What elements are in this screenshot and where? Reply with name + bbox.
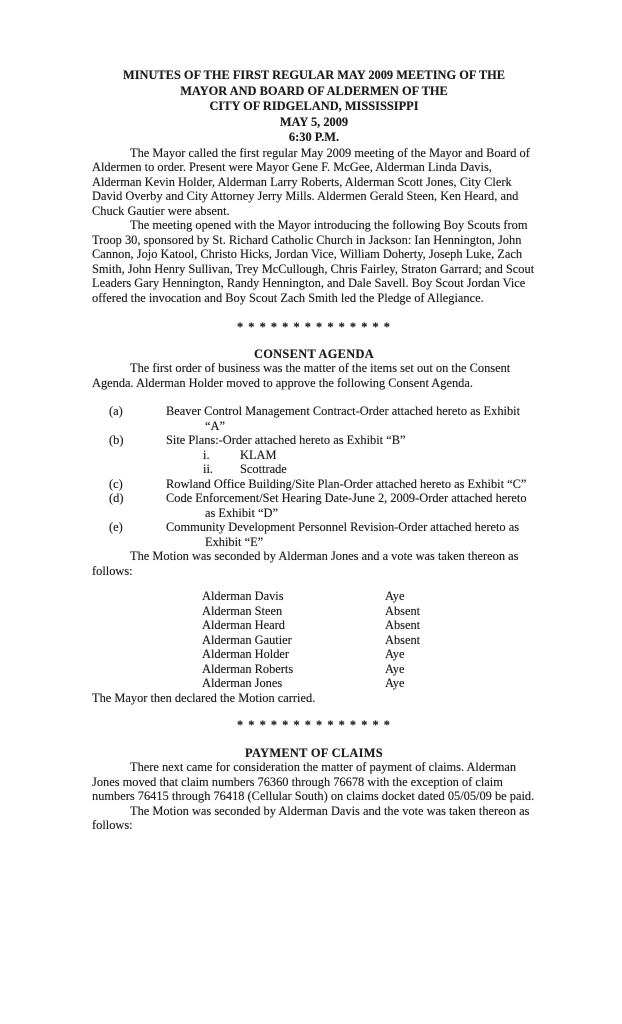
vote-row (202, 676, 536, 691)
asterisk-separator: * * * * * * * * * * * * * * (236, 320, 391, 334)
vote-row (202, 633, 536, 648)
vote-row (202, 589, 536, 604)
consent-item-label: (a) (109, 404, 123, 418)
title-line: CITY OF RIDGELAND, MISSISSIPPI (209, 99, 419, 113)
vote-value: Aye (385, 647, 405, 661)
consent-item-d (109, 491, 536, 520)
consent-item-b (109, 433, 536, 448)
consent-item-text: Code Enforcement/Set Hearing Date-June 2, 2009-Order attached hereto as Exhibit “D” (166, 491, 527, 520)
title-line-time: 6:30 P.M. (288, 130, 340, 144)
asterisk-separator: * * * * * * * * * * * * * * (236, 718, 391, 732)
consent-item-label: (b) (109, 433, 124, 447)
consent-item-label: (d) (109, 491, 124, 505)
consent-subitem-text: Scottrade (240, 462, 287, 476)
vote-alderman-name: Alderman Roberts (202, 661, 294, 676)
title-line-date: MAY 5, 2009 (279, 114, 349, 129)
consent-subitem-text: KLAM (240, 447, 277, 462)
title-line: MINUTES OF THE FIRST REGULAR MAY 2009 MEETING OF THE (123, 68, 505, 82)
vote-value: Absent (385, 632, 421, 647)
document-title (92, 68, 536, 146)
paragraph-consent-intro: The first order of business was the matter of the items set out on the Consent Agenda. Alderman Holder moved to approve the following Consent Agenda. (92, 361, 511, 390)
paragraph-boy-scouts: The meeting opened with the Mayor introducing the following Boy Scouts from Troop 30, sponsored by St. Richard Catholic Church in Jackson: Ian Hennington, John Cannon, Jojo Katool, Christo Hicks, Jordan Vice, William Doherty, Joseph Luke, Zach Smith, John Henry Sullivan, Trey McCullough, Chris Fairley, Straton Garrard; and Scout Leaders Gary Hennington, Randy Hennington, and Dale Savell. Boy Scout Jordan Vice offered the invocation and Boy Scout Zach Smith led the Pledge of Allegiance. (92, 218, 535, 305)
vote-alderman-name: Alderman Davis (202, 589, 284, 603)
consent-subitem-label: ii. (203, 462, 213, 476)
section-heading-consent-agenda: CONSENT AGENDA (254, 346, 374, 361)
vote-alderman-name: Alderman Heard (202, 618, 285, 632)
consent-item-text: Beaver Control Management Contract-Order attached hereto as Exhibit “A” (166, 404, 521, 433)
vote-alderman-name: Alderman Steen (202, 603, 283, 618)
consent-item-label: (c) (109, 476, 123, 491)
consent-item-label: (e) (109, 520, 123, 534)
paragraph-claims-motion: The Motion was seconded by Alderman Davis and the vote was taken thereon as follows: (92, 803, 530, 832)
title-line: MAYOR AND BOARD OF ALDERMEN OF THE (180, 83, 448, 98)
vote-table (202, 589, 536, 691)
vote-value: Absent (385, 603, 421, 618)
consent-subitem-scottrade (203, 462, 536, 477)
vote-row (202, 604, 536, 619)
vote-row (202, 647, 536, 662)
vote-row (202, 662, 536, 677)
vote-row (202, 618, 536, 633)
paragraph-motion-carried: The Mayor then declared the Motion carried. (92, 690, 316, 705)
vote-value: Aye (385, 676, 405, 690)
vote-value: Aye (385, 589, 405, 603)
vote-value: Absent (385, 618, 421, 632)
consent-item-e (109, 520, 536, 549)
vote-alderman-name: Alderman Jones (202, 676, 283, 690)
vote-value: Aye (385, 661, 405, 676)
consent-subitem-label: i. (203, 447, 210, 462)
consent-item-a (109, 404, 536, 433)
consent-item-c (109, 477, 536, 492)
paragraph-consent-motion: The Motion was seconded by Alderman Jones and a vote was taken thereon as follows: (92, 549, 519, 578)
paragraph-meeting-called: The Mayor called the first regular May 2009 meeting of the Mayor and Board of Aldermen to order. Present were Mayor Gene F. McGee, Alderman Linda Davis, Alderman Kevin Holder, Alderman Larry Roberts, Alderman Scott Jones, City Clerk David Overby and City Attorney Jerry Mills. Aldermen Gerald Steen, Ken Heard, and Chuck Gautier were absent. (92, 145, 530, 218)
section-heading-payment-of-claims: PAYMENT OF CLAIMS (245, 745, 383, 760)
consent-item-text: Rowland Office Building/Site Plan-Order attached hereto as Exhibit “C” (166, 476, 527, 491)
vote-alderman-name: Alderman Gautier (202, 632, 292, 647)
vote-alderman-name: Alderman Holder (202, 647, 290, 661)
paragraph-claims-intro: There next came for consideration the matter of payment of claims. Alderman Jones moved that claim numbers 76360 through 76678 with the exception of claim numbers 76415 through 76418 (Cellular South) on claims docket dated 05/05/09 be paid. (92, 760, 535, 803)
consent-subitem-klam (203, 448, 536, 463)
consent-item-text: Site Plans:-Order attached hereto as Exhibit “B” (166, 433, 406, 447)
consent-item-text: Community Development Personnel Revision-Order attached hereto as Exhibit “E” (166, 520, 520, 549)
consent-agenda-list (109, 404, 536, 549)
